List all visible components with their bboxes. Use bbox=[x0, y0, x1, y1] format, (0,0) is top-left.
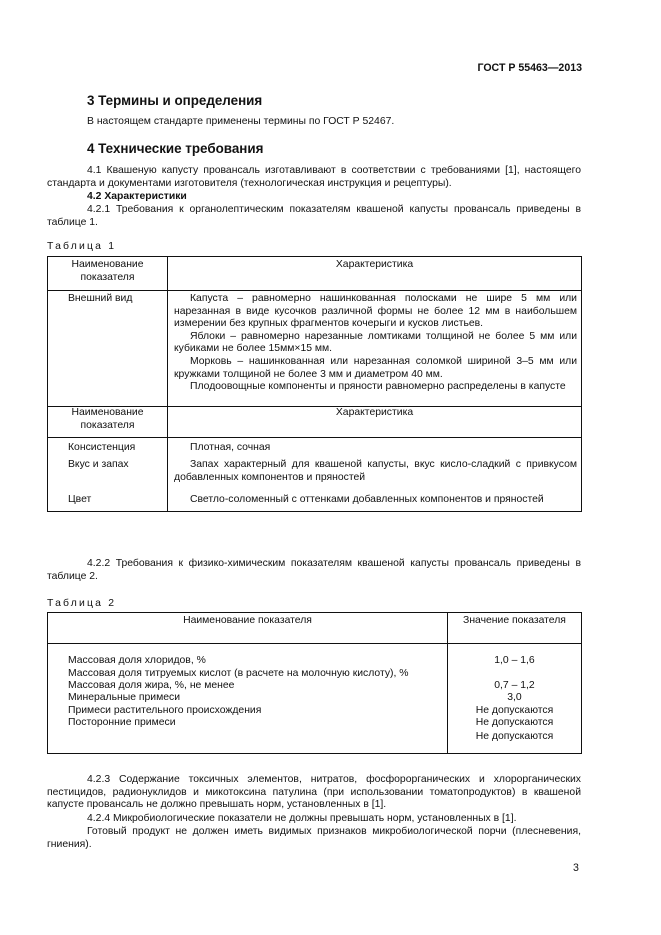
table-1-repeat-header-bottom bbox=[47, 437, 582, 438]
section-3-title: 3 Термины и определения bbox=[87, 93, 263, 108]
section-4-title: 4 Технические требования bbox=[87, 141, 264, 156]
appearance-cabbage: Капуста – равномерно нашинкованная полосками не шире 5 мм или нарезанная в виде кусочков различной формы не более 12 мм в наибольшем измерении без крупных фрагментов кочерыги и кусков листьев. bbox=[174, 293, 577, 330]
table-1-header-line bbox=[47, 290, 582, 291]
table-2-row-name: Минеральные примеси bbox=[68, 692, 181, 703]
table-1-row-taste-value: Запах характерный для квашеной капусты, вкус кисло-сладкий с привкусом добавленных компонентов и пряностей bbox=[174, 459, 577, 483]
paragraph-4-2-4: 4.2.4 Микробиологические показатели не должны превышать норм, установленных в [1]. bbox=[87, 813, 517, 824]
table-1-header-name: Наименование показателя bbox=[71, 259, 144, 283]
table-2-row-name: Посторонние примеси bbox=[68, 717, 176, 728]
table-1-row-taste-name: Вкус и запах bbox=[68, 459, 129, 470]
table-1-column-divider bbox=[167, 256, 168, 512]
table-2-caption bbox=[47, 598, 114, 609]
section-3-text: В настоящем стандарте применены термины по ГОСТ Р 52467. bbox=[87, 116, 395, 127]
table-caption-word: Таблица bbox=[47, 241, 104, 252]
table-1-row-consistency-value: Плотная, сочная bbox=[190, 442, 271, 453]
table-2-row-name: Примеси растительного происхождения bbox=[68, 705, 262, 716]
paragraph-4-1: 4.1 Квашеную капусту провансаль изготавливают в соответствии с требованиями [1], настоящего стандарта и документами изготовителя (технологическая инструкция и рецептуры). bbox=[47, 165, 581, 189]
table-2-row-value: Не допускаются bbox=[475, 731, 554, 742]
table-2-row-name: Массовая доля хлоридов, % bbox=[68, 655, 206, 666]
paragraph-4-2-3: 4.2.3 Содержание токсичных элементов, нитратов, фосфорорганических и хлорорганических пестицидов, радионуклидов и микотоксина патулина (при использовании томатопродуктов) в квашеной капусте провансаль не должно превышать норм, установленных в [1]. bbox=[47, 774, 581, 811]
page-number: 3 bbox=[573, 862, 579, 874]
paragraph-4-2-1: 4.2.1 Требования к органолептическим показателям квашеной капусты провансаль приведены в таблице 1. bbox=[47, 204, 581, 228]
table-2-row-value: 1,0 – 1,6 bbox=[494, 655, 535, 666]
table-1-row-color-value: Светло-соломенный с оттенками добавленных компонентов и пряностей bbox=[190, 494, 544, 505]
table-1-caption bbox=[47, 241, 114, 252]
table-1-row-appearance-value bbox=[174, 293, 577, 394]
table-1-repeat-header-name: Наименование показателя bbox=[71, 407, 144, 431]
subsection-4-2-title: 4.2 Характеристики bbox=[87, 191, 187, 202]
paragraph-4-2-2: 4.2.2 Требования к физико-химическим показателям квашеной капусты провансаль приведены в таблице 2. bbox=[47, 558, 581, 582]
table-caption-word: Таблица bbox=[47, 598, 104, 609]
appearance-apples: Яблоки – равномерно нарезанные ломтиками толщиной не более 5 мм или кубиками не более 15мм×15 мм. bbox=[174, 330, 577, 355]
table-1-row-appearance-name: Внешний вид bbox=[68, 293, 133, 304]
document-number: ГОСТ Р 55463—2013 bbox=[477, 62, 582, 74]
table-1-row-color-name: Цвет bbox=[68, 494, 92, 505]
table-2-row-value: 0,7 – 1,2 bbox=[494, 680, 535, 691]
appearance-carrot: Морковь – нашинкованная или нарезанная соломкой шириной 3–5 мм или кружками толщиной не более 3 мм и диаметром 40 мм. bbox=[174, 355, 577, 380]
paragraph-final: Готовый продукт не должен иметь видимых признаков микробиологической порчи (плесневения, гниения). bbox=[47, 826, 581, 850]
table-1-row-consistency-name: Консистенция bbox=[68, 442, 136, 453]
table-2-header-line bbox=[47, 643, 582, 644]
table-2-header-value: Значение показателя bbox=[463, 615, 566, 626]
table-1-repeat-header-characteristic: Характеристика bbox=[335, 407, 414, 418]
table-caption-number: 1 bbox=[108, 241, 115, 252]
table-2-row-value: 3,0 bbox=[507, 692, 522, 703]
appearance-components: Плодоовощные компоненты и пряности равномерно распределены в капусте bbox=[190, 381, 566, 393]
table-2-row-name: Массовая доля титруемых кислот (в расчете на молочную кислоту), % bbox=[68, 668, 409, 679]
table-2-header-name: Наименование показателя bbox=[183, 615, 312, 626]
table-2-row-name: Массовая доля жира, %, не менее bbox=[68, 680, 235, 691]
table-2-row-value: Не допускаются bbox=[475, 705, 554, 716]
table-1-header-characteristic: Характеристика bbox=[335, 259, 414, 270]
table-2-row-value: Не допускаются bbox=[475, 717, 554, 728]
table-caption-number: 2 bbox=[108, 598, 115, 609]
